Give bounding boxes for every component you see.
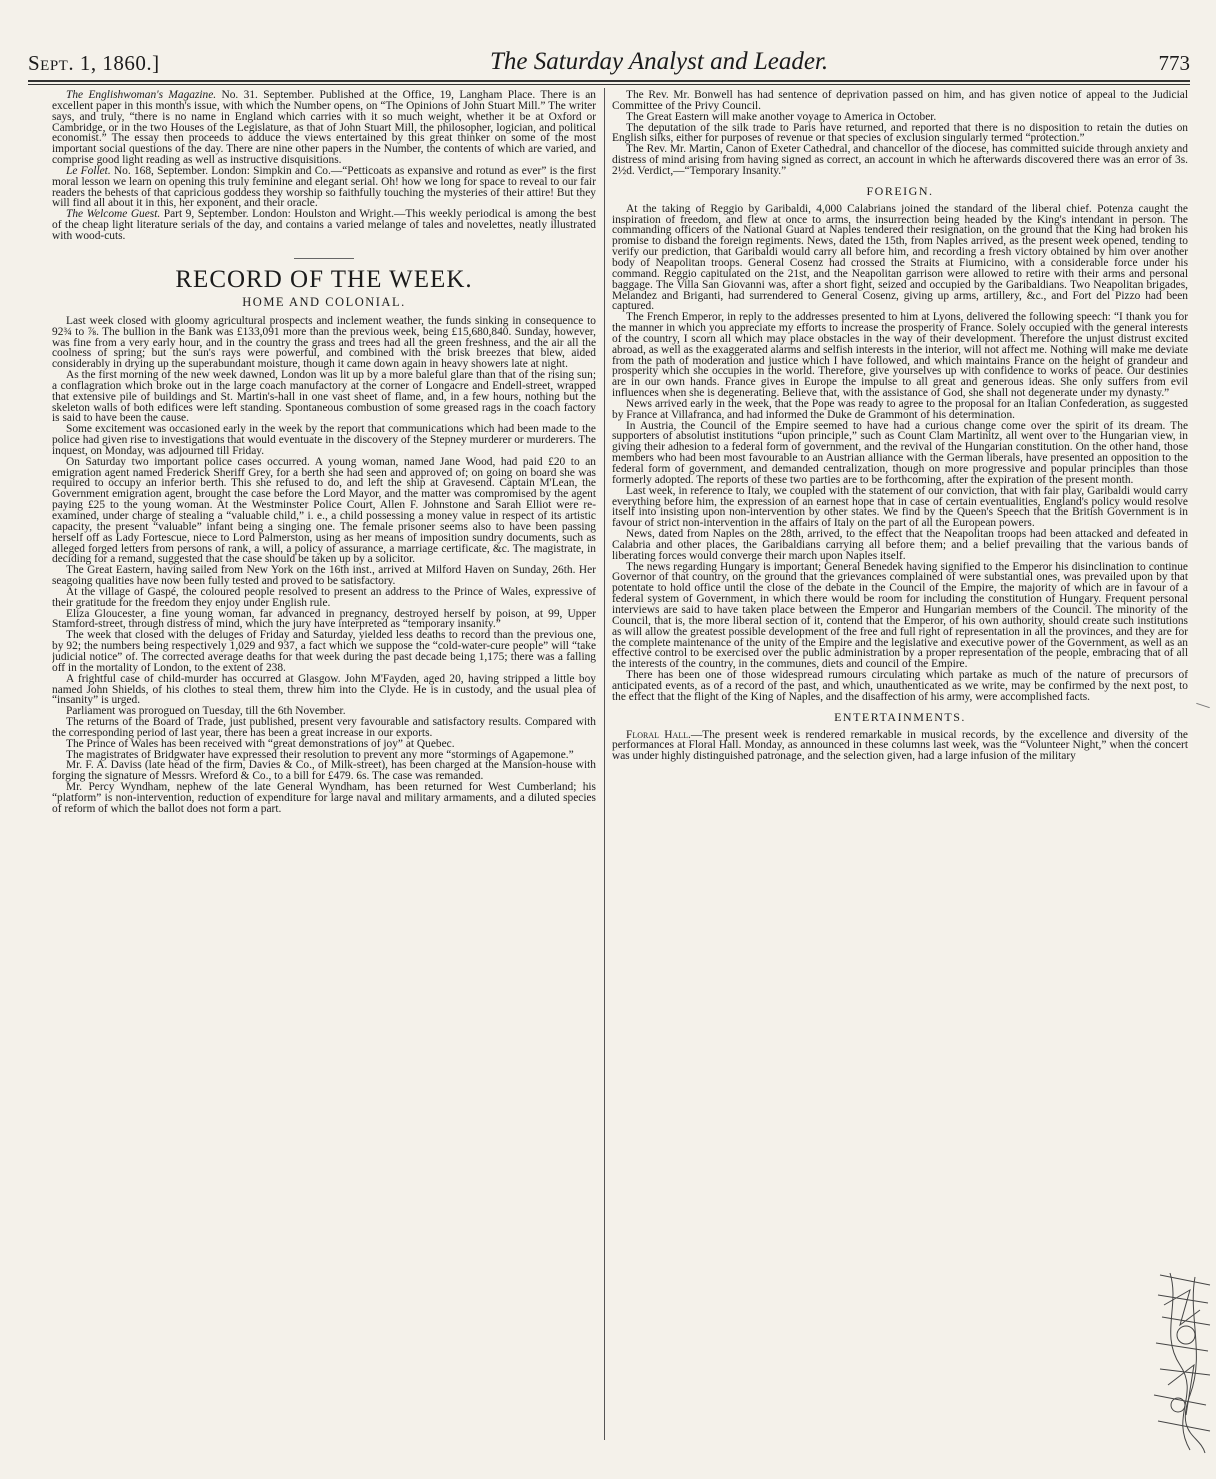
page-number: 773 — [1158, 51, 1190, 75]
news-paragraph: Parliament was prorogued on Tuesday, till the 6th November. — [66, 705, 346, 718]
news-paragraph: The returns of the Board of Trade, just published, present very favourable and satisfactory results. Compared with the corresponding period of last year, there has been a great increase in our exports. — [52, 716, 596, 739]
news-paragraph: Some excitement was occasioned early in the week by the report that communications which had been made to the police had given rise to investigations that would eventuate in the discovery of the Stepney murderer or murderers. The inquest, on Monday, was adjourned till Friday. — [52, 423, 596, 457]
margin-mark — [1196, 703, 1210, 708]
news-paragraph: Eliza Gloucester, a fine young woman, far advanced in pregnancy, destroyed herself by poison, at 99, Upper Stamford-street, through distress of mind, which the jury have interpreted as “temporary insanity.” — [52, 607, 596, 631]
news-paragraph: Last week, in reference to Italy, we coupled with the statement of our conviction, that with fair play, Garibaldi would carry everything before him, the expression of an earnest hope that in case of certain eventualities, England's policy would resolve itself into insisting upon non-intervention by other states. We find by the Queen's Speech that the British Government is in favour of strict non-intervention in the affairs of Italy on the part of all the European powers. — [612, 484, 1188, 530]
news-paragraph: The week that closed with the deluges of Friday and Saturday, yielded less deaths to record than the previous one, by 92; the numbers being respectively 1,029 and 937, a fact which we suppose the “cold-water-cure people” will “take judicial notice” of. The corrected average deaths for that week during the past decade being 1,175; there was a falling off in the mortality of London, to the extent of 238. — [52, 629, 596, 674]
notice-title: Le Follet. — [66, 164, 111, 177]
home-and-colonial-heading: HOME AND COLONIAL. — [242, 294, 406, 309]
entertainments-heading: ENTERTAINMENTS. — [834, 709, 966, 724]
news-paragraph: A frightful case of child-murder has occurred at Glasgow. John M'Fayden, aged 20, having stripped a little boy named John Shields, of his clothes to steal them, threw him into the Clyde. He is in custody, and the usual plea of “insanity” is urged. — [52, 672, 596, 707]
news-paragraph: At the village of Gaspé, the coloured people resolved to present an address to the Prince of Wales, expressive of their gratitude for the freedom they enjoy under English rule. — [52, 585, 596, 609]
notice-title: The Welcome Guest. — [66, 208, 161, 221]
entertainment-paragraph — [612, 730, 1188, 763]
left-column — [52, 90, 596, 1440]
news-paragraph: The Rev. Mr. Bonwell has had sentence of deprivation passed on him, and has given notice of appeal to the Judicial Committee of the Privy Council. — [612, 90, 1188, 112]
header-rule-thin — [28, 84, 1190, 85]
news-paragraph: The Great Eastern will make another voyage to America in October. — [626, 110, 937, 123]
book-notice — [52, 90, 596, 166]
news-paragraph: News arrived early in the week, that the Pope was ready to agree to the proposal for an Italian Confederation, as suggested by France at Villafranca, and had informed the Duke de Grammont of his determination. — [612, 397, 1188, 421]
book-notice — [52, 209, 596, 242]
news-paragraph: Last week closed with gloomy agricultural prospects and inclement weather, the funds sinking in consequence to 92¾ to ⅞. The bullion in the Bank was £133,091 more than the previous week, being £15,680,840. Sunday, however, was fine from a very early hour, and in the country the grass and trees had all the green freshness, and the air all the coolness of spring; but the sun's rays were powerful, and combined with the brisk breezes that blew, aided considerably in drying up the superabundant moisture, though it came down again in heavy showers late at night. — [52, 314, 596, 371]
entertainment-body: —The present week is rendered remarkable in musical records, by the excellence and diversity of the performances at Floral Hall. Monday, as announced in these columns last week, was the “Volunteer Night,” when the concert was under highly distinguished patronage, and the selection given, had a large infusion of the military — [612, 728, 1188, 763]
news-paragraph: The Great Eastern, having sailed from New York on the 16th inst., arrived at Milford Haven on Sunday, 26th. Her seagoing qualities have now been fully tested and proved to be satisfactory. — [52, 564, 596, 588]
news-paragraph: The magistrates of Bridgwater have expressed their resolution to prevent any more “stormings of Agapemone.” — [66, 748, 574, 761]
venue-name: Floral Hall. — [626, 728, 691, 741]
notice-body: Part 9, September. London: Houlston and Wright.—This weekly periodical is among the best of the cheap light literature serials of the day, and contains a varied melange of tales and novelettes, neatly illustrated with wood-cuts. — [52, 208, 596, 242]
news-paragraph: The Prince of Wales has been received with “great demonstrations of joy” at Quebec. — [66, 737, 455, 750]
book-notice — [52, 166, 596, 209]
news-paragraph: In Austria, the Council of the Empire seemed to have had a curious change come over the spirit of its dream. The supporters of absolutist institutions “upon principle,” such as Count Clam Martinitz, all went over to the Hungarian view, in giving their adhesion to a federal form of government, and the revival of the Hungarian constitution. On the other hand, those members who had been most favourable to an Austrian alliance with the German liberals, have presented an opposition to the federal form of government, and demanded centralization, though on more progressive and popular principles than those formerly adopted. The reports of these two parties are to be forthcoming, after the expiration of the present month. — [612, 419, 1188, 486]
margin-scribble-ornament — [1150, 1265, 1212, 1455]
masthead — [28, 36, 1190, 76]
record-of-the-week-heading: RECORD OF THE WEEK. — [175, 265, 473, 293]
issue-date: Sept. 1, 1860.] — [28, 51, 160, 75]
section-divider — [294, 258, 354, 259]
notice-body: No. 31. September. Published at the Office, 19, Langham Place. There is an excellent paper in this month's issue, with which the Number opens, on “The Opinions of John Stuart Mill.” The writer says, and truly, “there is no name in England which carries with it so much weight, whether it be at Oxford or Cambridge, or in the two Houses of the Legislature, as that of John Stuart Mill, the philosopher, logician, and political economist.” The essay then proceeds to adduce the views entertained by this great thinker on some of the most important social questions of the day. There are nine other papers in the Number, the contents of which are varied, and comprise good light reading as well as instructive disquisitions. — [52, 90, 596, 167]
publication-title: The Saturday Analyst and Leader. — [489, 48, 829, 75]
news-paragraph: There has been one of those widespread rumours circulating which partake as much of the nature of precursors of anticipated events, as of a record of the past, and which, unauthenticated as we write, may be confirmed by the next post, to the effect that the flight of the King of Naples, and the disaffection of his army, were accomplished facts. — [612, 669, 1188, 703]
news-paragraph: On Saturday two important police cases occurred. A young woman, named Jane Wood, had paid £20 to an emigration agent named Frederick Sheriff Grey, for a berth she had seen and approved of; on going on board she was required to occupy an inferior berth. This she refused to do, and left the ship at Gravesend. Captain M'Lean, the Government emigration agent, brought the case before the Lord Mayor, and the matter was compromised by the agent paying £25 to the young woman. At the Westminster Police Court, Allen F. Johnstone and Sarah Elliot were re-examined, under charge of stealing a “valuable child,” i. e., a child possessing a money value in respect of its artistic capacity, the present “valuable” infant being a singing one. The female prisoner seems also to have been passing herself off as Lady Fortescue, niece to Lord Palmerston, using as her means of imposition sundry documents, such as alleged forged letters from persons of rank, a will, a policy of assurance, a marriage certificate, &c. The magistrate, in deciding for a remand, suggested that the case should be taken up by a solicitor. — [52, 455, 596, 566]
news-paragraph: The French Emperor, in reply to the addresses presented to him at Lyons, delivered the following speech: “I thank you for the manner in which you appreciate my efforts to increase the prosperity of France. Solely occupied with the general interests of the country, I scorn all which may place obstacles in the way of their development. Therefore the unjust distrust excited abroad, as well as the exaggerated alarms and selfish interests in the interior, will not affect me. Nothing will make me deviate from the path of moderation and justice which I have followed, and which maintains France on the height of grandeur and prosperity which she occupies in the world. Therefore, give yourselves up with confidence to works of peace. Our destinies are in our own hands. France gives in Europe the impulse to all great and generous ideas. She only suffers from evil influences when she is degenerating. Believe that, with the assistance of God, she shall not degenerate under my dynasty.” — [612, 311, 1188, 400]
header-rule — [28, 80, 1190, 82]
notice-title: The Englishwoman's Magazine. — [66, 90, 217, 101]
news-paragraph: The news regarding Hungary is important; General Benedek having signified to the Emperor his disinclination to continue Governor of that country, on the ground that the grievances complained of were substantial ones, was prevailed upon by that potentate to hold office until the close of the debate in the Council of the Empire, the majority of which are in favour of a federal system of Government, in which there would be room for including the constitution of Hungary. Frequent personal interviews are said to have taken place between the Emperor and Hungarian members of the Council. The minority of the Council, that is, the more liberal section of it, contend that the Emperor, of his own authority, should create such institutions as will allow the greatest possible development of the free and full right of representation in all the provinces, and they are for the complete maintenance of the unity of the Empire and the legislative and executive power of the Government, as well as an effective control to be exercised over the public administration by a proper representation of the people, embracing that of all the interests of the country, in the communes, diets and council of the Empire. — [612, 560, 1188, 671]
news-paragraph: The Rev. Mr. Martin, Canon of Exeter Cathedral, and chancellor of the diocese, has committed suicide through anxiety and distress of mind arising from having signed as correct, an account in which he afterwards discovered there was an error of 3s. 2½d. Verdict,—“Temporary Insanity.” — [612, 143, 1188, 177]
news-paragraph: At the taking of Reggio by Garibaldi, 4,000 Calabrians joined the standard of the liberal chief. Potenza caught the inspiration of freedom, and flew at once to arms, the insurrection being headed by the King's intendant in person. The commanding officers of the National Guard at Naples tendered their resignation, on the ground that the King had broken his promise to disband the foreign regiments. News, dated the 15th, from Naples arrived, as the present week opened, tending to verify our prediction, that Garibaldi would carry all before him, and recording a fresh victory obtained by him over another body of Neapolitan troops. General Cosenz had crossed the Straits at Fiumicino, with a considerable force under his command. Reggio capitulated on the 21st, and the Neapolitan garrison were allowed to retire with their arms and personal baggage. The Villa San Giovanni was, after a short fight, seized and occupied by the Garibaldians. Two Neapolitan brigades, Melandez and Briganti, had surrendered to General Cosenz, giving up arms, artillery, &c., and Fort del Pizzo had been captured. — [612, 202, 1188, 313]
news-paragraph: Mr. F. A. Daviss (late head of the firm, Davies & Co., of Milk-street), has been charged at the Mansion-house with forging the signature of Messrs. Wreford & Co., to a bill for £479. 6s. The case was remanded. — [52, 759, 596, 783]
column-divider — [604, 88, 605, 1440]
notice-body: No. 168, September. London: Simpkin and Co.—“Petticoats as expansive and rotund as ever” is the first moral lesson we learn on opening this truly feminine and elegant serial. Oh! how we long for space to reveal to our fair readers the behests of that capricious goddess they worship so faithfully touching the mysteries of their attire! But they will find all about it in this, her exponent, and their oracle. — [52, 164, 596, 210]
news-paragraph: News, dated from Naples on the 28th, arrived, to the effect that the Neapolitan troops had been attacked and defeated in Calabria and other places, the Garibaldians carrying all before them; and a belief prevailing that the various bands of liberating forces would converge their march upon Naples itself. — [612, 528, 1188, 562]
news-paragraph: Mr. Percy Wyndham, nephew of the late General Wyndham, has been returned for West Cumberland; his “platform” is non-intervention, reduction of expenditure for large naval and military armaments, and a diluted species of reform of which the ballot does not form a part. — [52, 781, 596, 815]
foreign-heading: FOREIGN. — [866, 183, 934, 198]
news-paragraph: The deputation of the silk trade to Paris have returned, and reported that there is no disposition to retain the duties on English silks, either for purposes of revenue or that species of exclusion singularly termed “protection.” — [612, 121, 1188, 145]
news-paragraph: As the first morning of the new week dawned, London was lit up by a more baleful glare than that of the rising sun; a conflagration which broke out in the large coach manufactory at the corner of Longacre and Endell-street, wrapped that extensive pile of buildings and St. Martin's-hall in one vast sheet of flame, and, in a few hours, nothing but the skeleton walls of both edifices were left standing. Spontaneous combustion of some greased rags in the coach factory is said to have been the cause. — [52, 369, 596, 425]
right-column — [612, 90, 1188, 1445]
